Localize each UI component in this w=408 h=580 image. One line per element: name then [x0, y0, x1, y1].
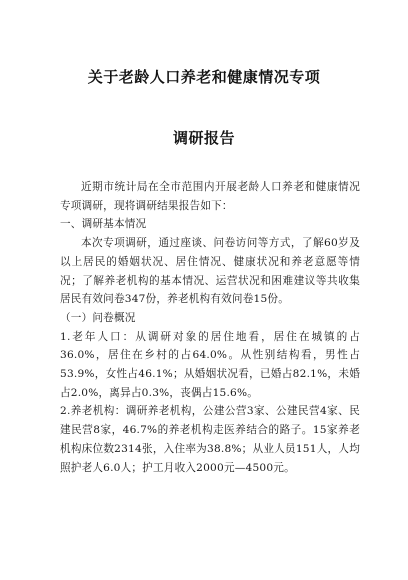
document-body	[60, 178, 360, 477]
elderly-care-institutions-paragraph: 2.养老机构：调研养老机构，公建公营3家、公建民营4家、民建民营8家，46.7%的养老机构走医养结合的路子。15家养老机构床位数2314张，入住率为38.8%；从业人员151人，人均照护老人6.0人；护工月收入2000元—4500元。	[60, 405, 360, 474]
elderly-population-paragraph: 1.老年人口：从调研对象的居住地看，居住在城镇的占36.0%，居住在乡村的占64.0%。从性别结构看，男性占53.9%，女性占46.1%；从婚姻状况看，已婚占82.1%，未婚占2.0%，离异占0.3%，丧偶占15.6%。	[60, 330, 360, 399]
subsection-heading: （一）问卷概况	[60, 311, 136, 324]
intro-paragraph: 近期市统计局在全市范围内开展老龄人口养老和健康情况专项调研，现将调研结果报告如下：	[60, 181, 360, 212]
document-title: 关于老龄人口养老和健康情况专项	[87, 68, 321, 86]
document-subtitle: 调研报告	[172, 129, 235, 147]
section-heading: 一、调研基本情况	[60, 218, 147, 231]
survey-method-paragraph: 本次专项调研，通过座谈、问卷访问等方式，了解60岁及以上居民的婚姻状况、居住情况、健康状况和养老意愿等情况；了解养老机构的基本情况、运营状况和困难建议等共收集居民有效问卷347份，养老机构有效问卷15份。	[60, 237, 360, 306]
